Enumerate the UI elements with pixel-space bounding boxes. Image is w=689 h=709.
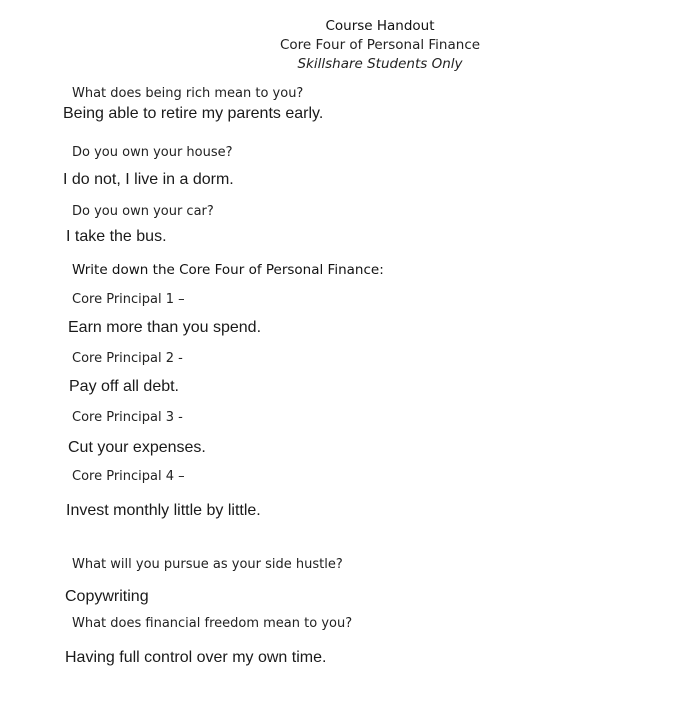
answer-car: I take the bus.: [66, 228, 167, 245]
core-principal-1-label: Core Principal 1 –: [72, 292, 185, 307]
question-financial-freedom: What does financial freedom mean to you?: [72, 616, 353, 631]
question-house: Do you own your house?: [72, 145, 233, 160]
question-side-hustle: What will you pursue as your side hustle?: [72, 557, 343, 572]
answer-rich: Being able to retire my parents early.: [63, 105, 324, 122]
core-four-heading: Write down the Core Four of Personal Finance:: [72, 262, 384, 278]
answer-financial-freedom: Having full control over my own time.: [65, 649, 327, 666]
core-principal-4-answer: Invest monthly little by little.: [66, 502, 261, 519]
question-car: Do you own your car?: [72, 204, 214, 219]
question-rich: What does being rich mean to you?: [72, 86, 304, 101]
answer-house: I do not, I live in a dorm.: [63, 171, 234, 188]
handout-note: Skillshare Students Only: [297, 56, 463, 72]
handout-title: Course Handout: [325, 18, 435, 34]
core-principal-2-label: Core Principal 2 -: [72, 351, 183, 366]
answer-side-hustle: Copywriting: [65, 588, 149, 605]
core-principal-4-label: Core Principal 4 –: [72, 469, 185, 484]
core-principal-3-label: Core Principal 3 -: [72, 410, 183, 425]
core-principal-1-answer: Earn more than you spend.: [68, 319, 262, 336]
handout-subtitle: Core Four of Personal Finance: [279, 37, 481, 53]
core-principal-3-answer: Cut your expenses.: [68, 439, 206, 456]
core-principal-2-answer: Pay off all debt.: [69, 378, 179, 395]
